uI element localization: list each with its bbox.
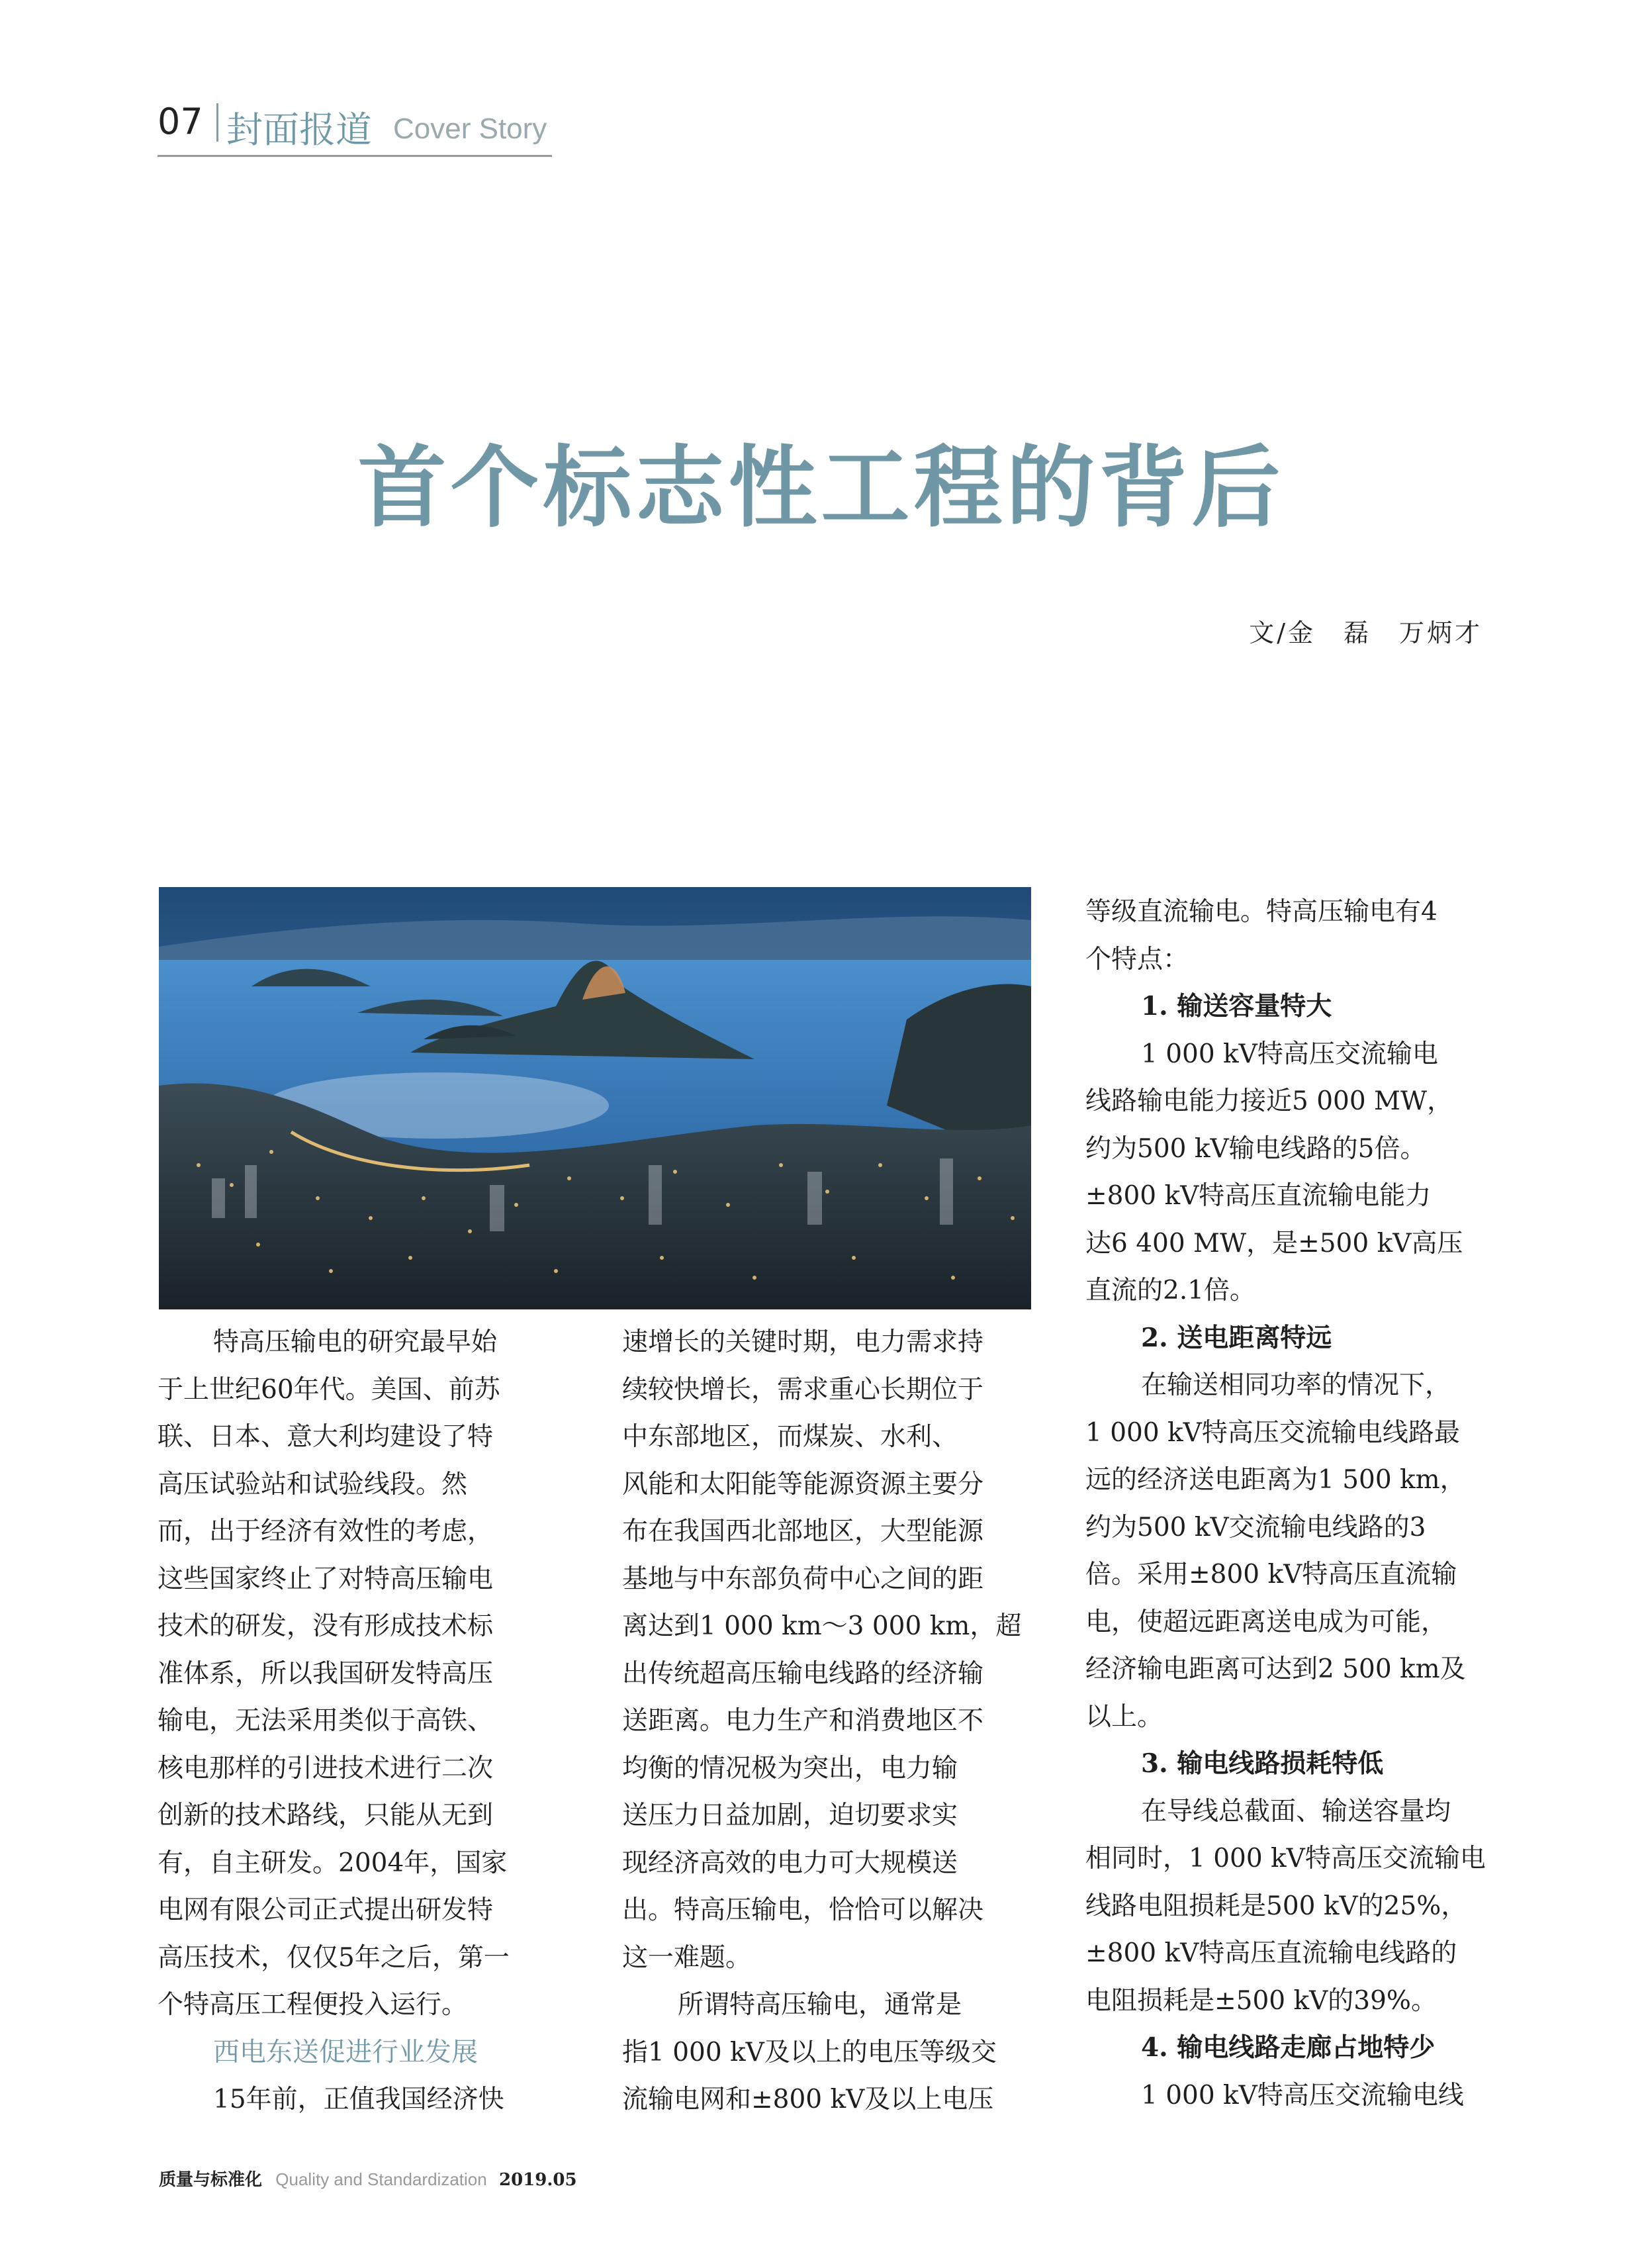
text-line: 准体系，所以我国研发特高压	[158, 1658, 494, 1689]
page-footer	[159, 2166, 577, 2191]
text-line: 个特高压工程便投入运行。	[158, 1990, 468, 2020]
text-line: 电网有限公司正式提出研发特	[158, 1895, 494, 1925]
text-line: 以上。	[1085, 1701, 1163, 1732]
text-line: 直流的2.1倍。	[1085, 1276, 1256, 1305]
text-line: 而，出于经济有效性的考虑，	[158, 1517, 494, 1546]
text-line: 远的经济送电距离为1 500 km，	[1085, 1465, 1466, 1495]
text-line: 等级直流输电。特高压输电有4	[1085, 897, 1437, 927]
text-line: 送距离。电力生产和消费地区不	[622, 1706, 984, 1736]
text-line: 均衡的情况极为突出，电力输	[622, 1753, 958, 1783]
text-line: 现经济高效的电力可大规模送	[622, 1848, 958, 1878]
text-column-1	[158, 1319, 572, 2124]
article-byline: 文/金 磊 万炳才	[1249, 618, 1482, 647]
subheading: 1. 输送容量特大	[1141, 991, 1332, 1021]
issue-date: 2019.05	[498, 2170, 577, 2190]
magazine-name: 质量与标准化	[159, 2170, 263, 2190]
text-line: 相同时，1 000 kV特高压交流输电	[1085, 1844, 1486, 1873]
text-line: 特高压输电的研究最早始	[213, 1327, 498, 1357]
text-line: 经济输电距离可达到2 500 km及	[1085, 1654, 1466, 1684]
text-line: 电，使超远距离送电成为可能，	[1085, 1607, 1447, 1637]
text-line: 续较快增长，需求重心长期位于	[622, 1374, 984, 1405]
text-line: ±800 kV特高压直流输电能力	[1085, 1181, 1432, 1211]
text-line: ±800 kV特高压直流输电线路的	[1085, 1938, 1457, 1968]
text-line: 风能和太阳能等能源资源主要分	[622, 1469, 984, 1499]
text-line: 15年前，正值我国经济快	[213, 2085, 504, 2114]
section-title-cn: 封面报道	[226, 109, 373, 151]
text-line: 这些国家终止了对特高压输电	[158, 1564, 494, 1594]
section-heading: 西电东送促进行业发展	[213, 2036, 478, 2067]
text-line: 布在我国西北部地区，大型能源	[622, 1517, 984, 1546]
text-line: 这一难题。	[622, 1942, 752, 1973]
text-line: 联、日本、意大利均建设了特	[158, 1422, 494, 1452]
subheading: 3. 输电线路损耗特低	[1141, 1748, 1384, 1779]
text-line: 个特点：	[1085, 944, 1189, 974]
article-title: 首个标志性工程的背后	[357, 436, 1285, 540]
subheading: 4. 输电线路走廊占地特少	[1141, 2032, 1436, 2063]
header-divider	[216, 103, 218, 142]
text-line: 所谓特高压输电，通常是	[678, 1990, 962, 2020]
text-line: 约为500 kV输电线路的5倍。	[1085, 1133, 1426, 1164]
city-night-photo	[159, 887, 1031, 1309]
text-line: 1 000 kV特高压交流输电线	[1141, 2080, 1464, 2110]
text-line: 出传统超高压输电线路的经济输	[622, 1658, 984, 1689]
text-line: 倍。采用±800 kV特高压直流输	[1085, 1560, 1457, 1589]
magazine-name-en: Quality and Standardization	[275, 2169, 487, 2189]
text-line: 技术的研发，没有形成技术标	[158, 1611, 494, 1641]
text-line: 线路电阻损耗是500 kV的25%，	[1085, 1891, 1467, 1921]
page-number: 07	[158, 101, 203, 142]
text-line: 有，自主研发。2004年，国家	[158, 1848, 508, 1878]
text-line: 电阻损耗是±500 kV的39%。	[1085, 1985, 1437, 2016]
text-line: 1 000 kV特高压交流输电线路最	[1085, 1417, 1460, 1448]
text-line: 高压技术，仅仅5年之后，第一	[158, 1942, 510, 1973]
text-line: 输电，无法采用类似于高铁、	[158, 1706, 494, 1736]
text-line: 核电那样的引进技术进行二次	[158, 1753, 494, 1783]
text-line: 创新的技术路线，只能从无到	[158, 1801, 494, 1830]
section-title-en: Cover Story	[393, 113, 547, 145]
text-line: 1 000 kV特高压交流输电	[1141, 1039, 1438, 1069]
text-line: 高压试验站和试验线段。然	[158, 1469, 468, 1499]
photo-illustration	[159, 887, 1031, 1309]
running-header	[158, 91, 552, 157]
text-line: 流输电网和±800 kV及以上电压	[622, 2085, 994, 2114]
text-line: 约为500 kV交流输电线路的3	[1085, 1512, 1426, 1542]
text-line: 离达到1 000 km～3 000 km，超	[622, 1611, 1022, 1641]
text-line: 速增长的关键时期，电力需求持	[622, 1327, 984, 1357]
text-column-2	[622, 1319, 1036, 2124]
text-line: 于上世纪60年代。美国、前苏	[158, 1374, 500, 1405]
text-line: 基地与中东部负荷中心之间的距	[622, 1564, 984, 1594]
text-line: 中东部地区，而煤炭、水利、	[622, 1422, 958, 1452]
text-line: 在输送相同功率的情况下，	[1141, 1370, 1451, 1400]
subheading: 2. 送电距离特远	[1141, 1322, 1332, 1353]
text-line: 送压力日益加剧，迫切要求实	[622, 1801, 958, 1830]
text-line: 达6 400 MW，是±500 kV高压	[1085, 1228, 1463, 1258]
text-line: 出。特高压输电，恰恰可以解决	[622, 1895, 984, 1925]
text-line: 在导线总截面、输送容量均	[1141, 1796, 1451, 1826]
text-column-3	[1085, 888, 1496, 2119]
text-line: 指1 000 kV及以上的电压等级交	[622, 2037, 997, 2067]
text-line: 线路输电能力接近5 000 MW，	[1085, 1086, 1453, 1116]
